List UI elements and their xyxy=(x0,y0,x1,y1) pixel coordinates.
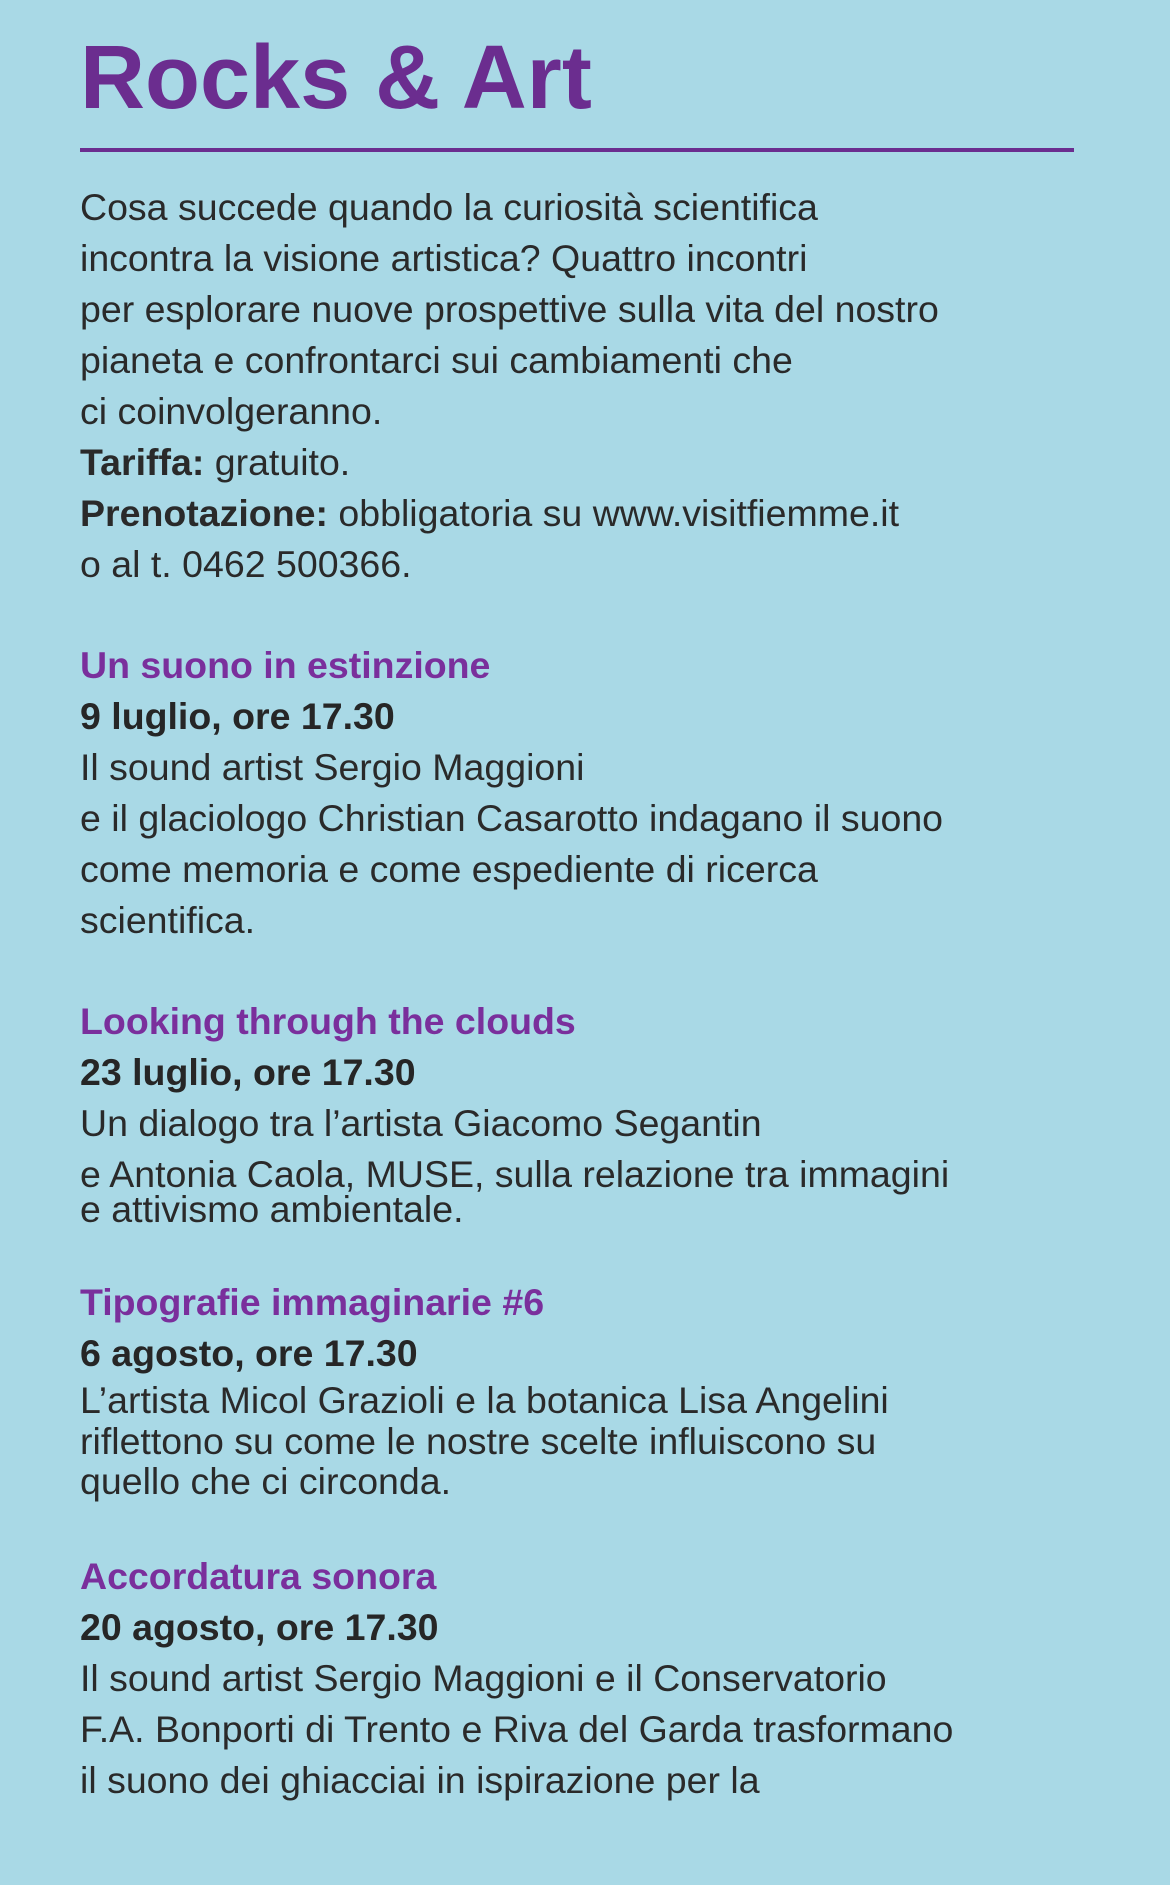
event-2 xyxy=(80,996,1074,1230)
event-title: Un suono in estinzione xyxy=(80,644,491,686)
event-desc-line: Il sound artist Sergio Maggioni e il Conservatorio xyxy=(80,1657,887,1699)
intro-line: Cosa succede quando la curiosità scientifica xyxy=(80,186,818,228)
event-date: 6 agosto, ore 17.30 xyxy=(80,1332,418,1374)
intro-section xyxy=(80,182,1074,590)
event-desc-line: quello che ci circonda. xyxy=(80,1460,452,1502)
intro-line: pianeta e confrontarci sui cambiamenti che xyxy=(80,339,793,381)
intro-line: per esplorare nuove prospettive sulla vita del nostro xyxy=(80,288,939,330)
event-desc-line: e attivismo ambientale. xyxy=(80,1188,464,1230)
event-title: Looking through the clouds xyxy=(80,1000,576,1042)
event-4 xyxy=(80,1551,1074,1806)
event-title: Tipografie immaginarie #6 xyxy=(80,1281,545,1323)
booking-phone-line: o al t. 0462 500366. xyxy=(80,543,412,585)
tariff-label: Tariffa: xyxy=(80,441,205,483)
intro-line: ci coinvolgeranno. xyxy=(80,390,383,432)
event-3 xyxy=(80,1277,1074,1501)
tariff-value: gratuito. xyxy=(204,441,351,483)
event-desc-line: L’artista Micol Grazioli e la botanica Lisa Angelini xyxy=(80,1379,889,1421)
title-divider xyxy=(80,148,1074,152)
event-desc-line: scientifica. xyxy=(80,899,256,941)
booking-value: obbligatoria su www.visitfiemme.it xyxy=(327,492,899,534)
event-date: 20 agosto, ore 17.30 xyxy=(80,1606,439,1648)
page-title: Rocks & Art xyxy=(80,28,592,128)
booking-line xyxy=(80,488,1074,539)
event-date: 9 luglio, ore 17.30 xyxy=(80,695,395,737)
event-desc-line: e Antonia Caola, MUSE, sulla relazione tra immagini xyxy=(80,1153,950,1195)
intro-line: incontra la visione artistica? Quattro incontri xyxy=(80,237,808,279)
event-title: Accordatura sonora xyxy=(80,1555,437,1597)
event-desc-line: il suono dei ghiacciai in ispirazione per la xyxy=(80,1759,760,1801)
event-1 xyxy=(80,640,1074,946)
event-desc-line: riflettono su come le nostre scelte influiscono su xyxy=(80,1420,877,1462)
event-date: 23 luglio, ore 17.30 xyxy=(80,1051,416,1093)
event-desc-line: F.A. Bonporti di Trento e Riva del Garda trasformano xyxy=(80,1708,954,1750)
event-desc-line: e il glaciologo Christian Casarotto indagano il suono xyxy=(80,797,944,839)
event-desc-line: Un dialogo tra l’artista Giacomo Segantin xyxy=(80,1102,762,1144)
tariff-line xyxy=(80,437,1074,488)
event-desc-line: Il sound artist Sergio Maggioni xyxy=(80,746,585,788)
event-desc-line: come memoria e come espediente di ricerca xyxy=(80,848,818,890)
booking-label: Prenotazione: xyxy=(80,492,328,534)
